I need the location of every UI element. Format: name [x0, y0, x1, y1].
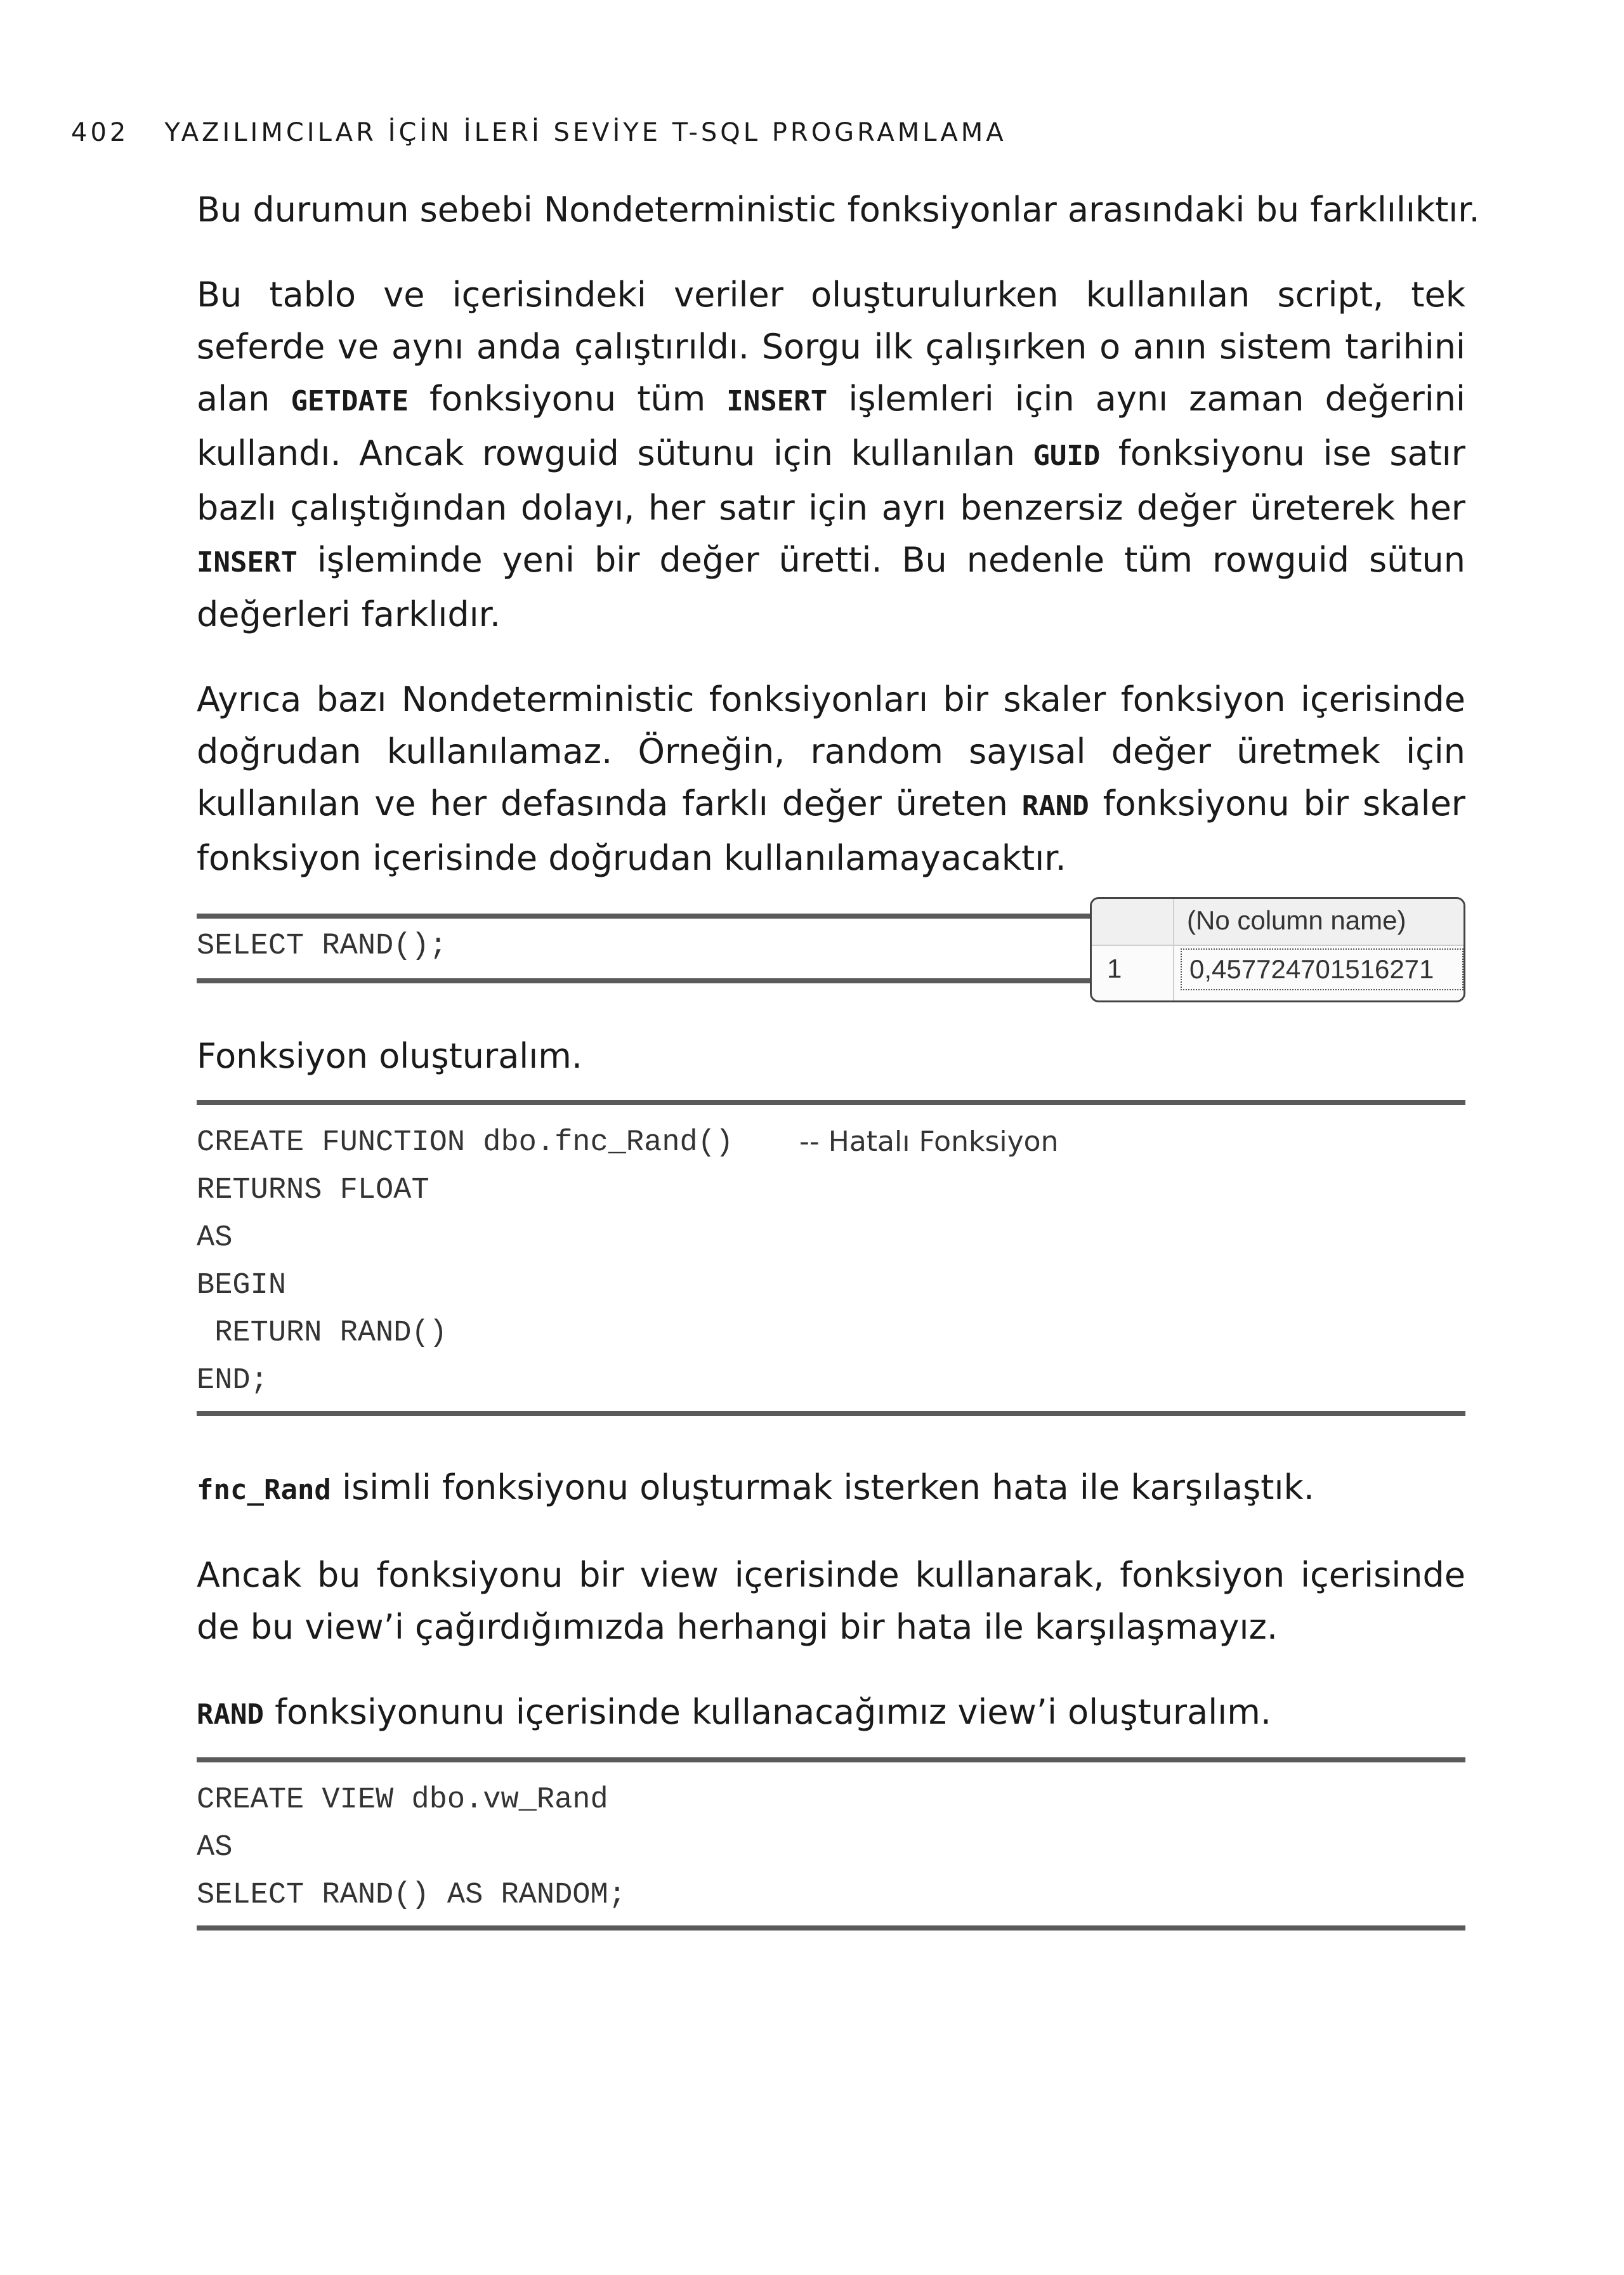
grid-column-separator [1173, 899, 1174, 1000]
code-rule-top [197, 914, 1116, 919]
code-comment: -- Hatalı Fonksiyon [799, 1125, 1059, 1158]
grid-value-cell[interactable]: 0,457724701516271 [1181, 948, 1464, 990]
select-rand-example [197, 897, 1465, 992]
paragraph-1: Bu durumun sebebi Nondeterministic fonksiyonlar arasındaki bu farklılıktır. [197, 190, 1480, 230]
code-create-view: CREATE VIEW dbo.vw_Rand AS SELECT RAND() AS RANDOM; [197, 1783, 626, 1912]
keyword-insert: INSERT [726, 385, 828, 417]
keyword-guid: GUID [1033, 440, 1101, 472]
keyword-insert: INSERT [197, 546, 298, 579]
paragraph-4: Fonksiyon oluşturalım. [197, 1036, 583, 1076]
code-create-function: CREATE FUNCTION dbo.fnc_Rand() RETURNS FLOAT AS BEGIN RETURN RAND() END; [197, 1126, 734, 1398]
text-run: isimli fonksiyonu oluşturmak isterken hata ile karşılaştık. [331, 1467, 1314, 1507]
code-rule-bottom [197, 1925, 1465, 1931]
create-function-block [197, 1100, 1465, 1416]
code-rule-bottom [197, 978, 1116, 983]
page-number: 402 [71, 118, 129, 147]
paragraph-2 [197, 269, 1465, 641]
text-run: Ayrıca bazı Nondeterministic fonksiyonları bir skaler fonksiyon içerisinde doğrudan kullanılamaz. Örneğin, random sayısal değer üretmek için kullanılan ve her defasında farklı değer üreten [197, 679, 1465, 823]
keyword-fnc-rand: fnc_Rand [197, 1474, 331, 1506]
create-view-block [197, 1757, 1465, 1931]
paragraph-3 [197, 674, 1465, 884]
page-content [197, 184, 1480, 1976]
text-run: işleminde yeni bir değer üretti. Bu nedenle tüm rowguid sütun değerleri farklıdır. [197, 540, 1465, 634]
paragraph-6: Ancak bu fonksiyonu bir view içerisinde kullanarak, fonksiyon içerisinde de bu view’i çağırdığımızda herhangi bir hata ile karşılaşmayız. [197, 1555, 1465, 1647]
code-rule-top [197, 1100, 1465, 1105]
keyword-rand: RAND [1021, 790, 1089, 822]
grid-row-number: 1 [1107, 954, 1122, 983]
code-select-rand: SELECT RAND(); [197, 929, 447, 963]
text-run: Bu tablo ve içerisindeki veriler oluşturulurken kullanılan script, tek seferde ve aynı anda çalıştırıldı. Sorgu ilk çalışırken o anın sistem tarihini alan [197, 275, 1465, 419]
result-grid [1090, 897, 1465, 1002]
keyword-getdate: GETDATE [291, 385, 409, 417]
paragraph-7 [197, 1686, 1465, 1741]
text-run: işlemleri için aynı zaman değerini kullandı. Ancak rowguid sütunu için kullanılan [197, 379, 1466, 473]
text-run: fonksiyonu bir skaler fonksiyon içerisinde doğrudan kullanılamayacaktır. [197, 783, 1465, 878]
book-title: YAZILIMCILAR İÇİN İLERİ SEVİYE T-SQL PROGRAMLAMA [164, 118, 1007, 147]
text-run: fonksiyonu ise satır bazlı çalıştığından dolayı, her satır için ayrı benzersiz değer üreterek her [197, 433, 1465, 528]
text-run: fonksiyonu tüm [408, 379, 727, 419]
code-rule-top [197, 1757, 1465, 1762]
code-rule-bottom [197, 1411, 1465, 1416]
paragraph-5 [197, 1462, 1465, 1516]
text-run: fonksiyonunu içerisinde kullanacağımız view’i oluşturalım. [263, 1692, 1271, 1732]
grid-column-header: (No column name) [1187, 905, 1406, 935]
keyword-rand: RAND [197, 1698, 264, 1731]
running-header [71, 118, 1007, 147]
